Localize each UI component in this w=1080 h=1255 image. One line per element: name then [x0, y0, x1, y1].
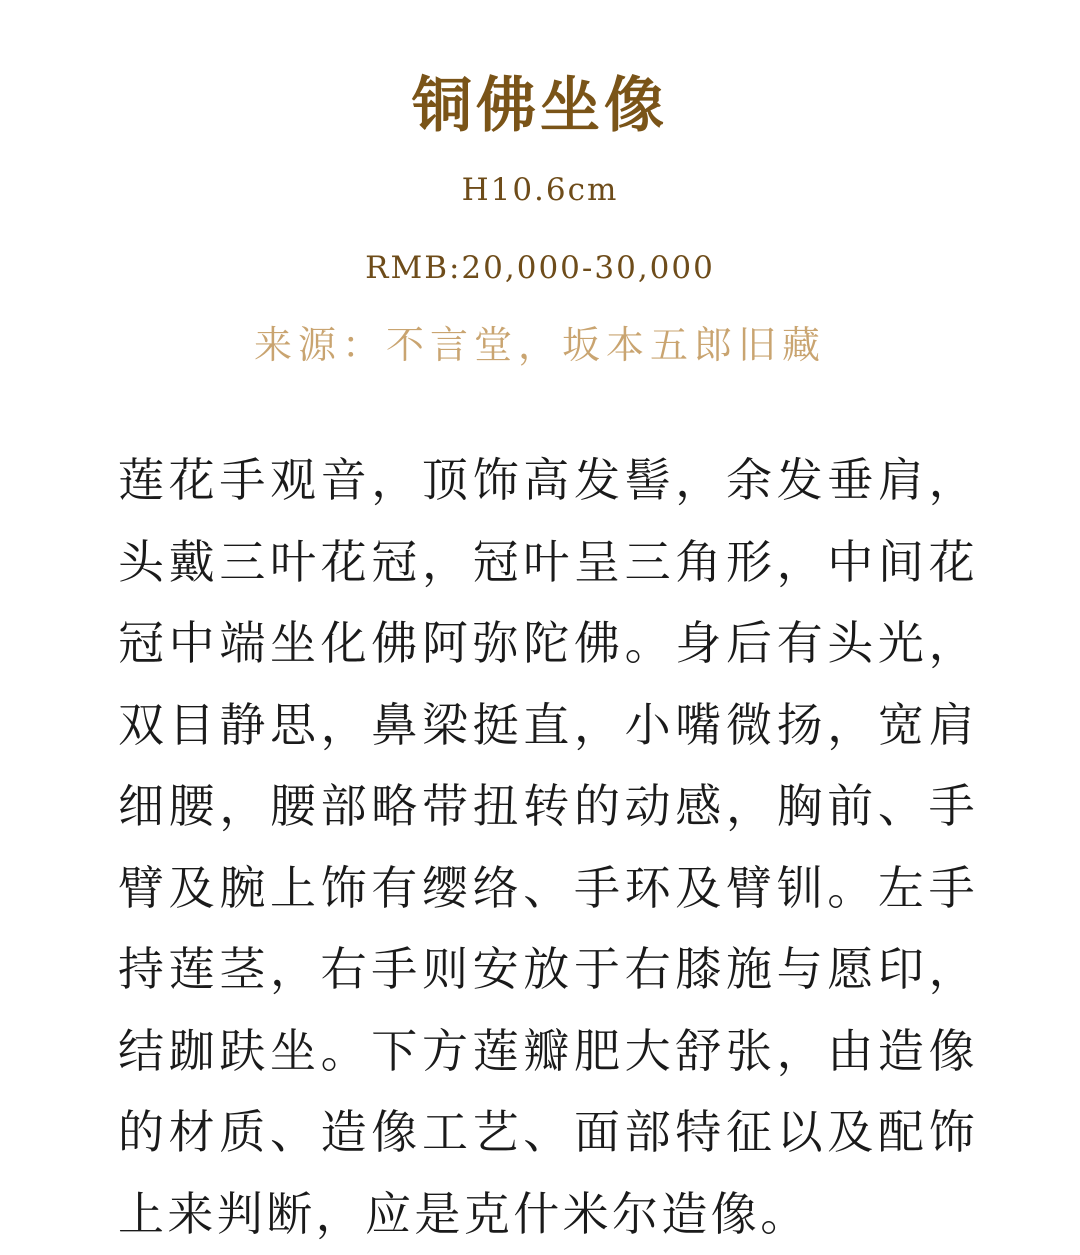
dimension-text: H10.6cm: [461, 172, 619, 208]
estimate-text: RMB:20,000-30,000: [365, 250, 715, 286]
page-title: 铜佛坐像: [412, 71, 668, 142]
description-paragraph: 莲花手观音，顶饰高发髻，余发垂肩，头戴三叶花冠，冠叶呈三角形，中间花冠中端坐化佛阿弥陀佛。身后有头光，双目静思，鼻梁挺直，小嘴微扬，宽肩细腰，腰部略带扭转的动感，胸前、手臂及腕上饰有缨络、手环及臂钏。左手持莲茎，右手则安放于右膝施与愿印，结跏趺坐。下方莲瓣肥大舒张，由造像的材质、造像工艺、面部特征以及配饰上来判断，应是克什米尔造像。: [118, 453, 978, 1241]
provenance-text: 来源：不言堂，坂本五郎旧藏: [253, 323, 826, 367]
